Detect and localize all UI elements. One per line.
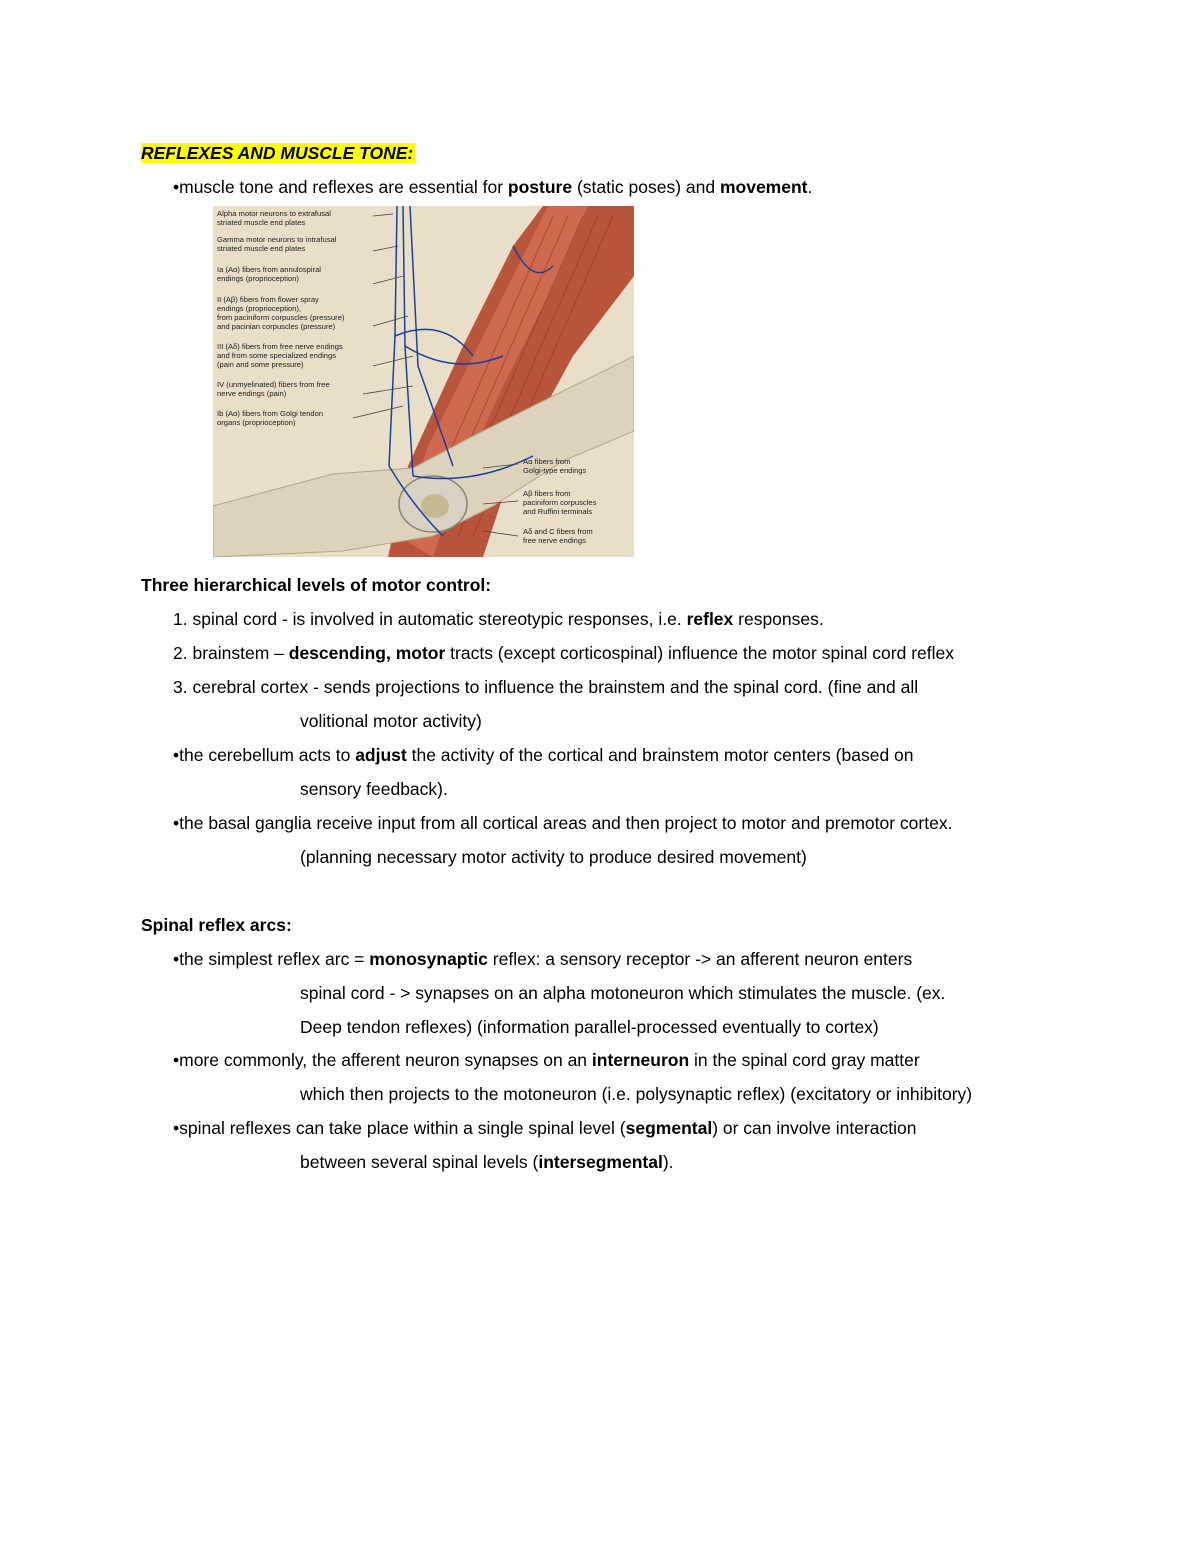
text-span: 2. brainstem – — [173, 643, 289, 663]
bullet-monosynaptic — [173, 948, 912, 970]
section-title-spinal-reflex: Spinal reflex arcs: — [141, 915, 292, 935]
text-span: 1. spinal cord - is involved in automatic stereotypic responses, i.e. — [173, 609, 687, 629]
fig-label: free nerve endings — [523, 536, 586, 545]
text-span: . — [807, 177, 813, 197]
section-title-reflexes — [141, 142, 415, 164]
text-span: monosynaptic — [369, 949, 488, 969]
fig-label: and pacinian corpuscles (pressure) — [217, 322, 336, 331]
text-span: posture — [507, 177, 573, 197]
text-span: (static poses) and — [572, 177, 720, 197]
fig-label: endings (proprioception), — [217, 304, 302, 313]
text-span: the activity of the cortical and brainstem motor centers (based on — [406, 745, 914, 765]
fig-label: from paciniform corpuscles (pressure) — [217, 313, 345, 322]
fig-label: Aδ and C fibers from — [523, 527, 593, 536]
fig-label: striated muscle end plates — [217, 244, 306, 253]
text-span: movement — [719, 177, 808, 197]
list-item-cerebral-cortex: 3. cerebral cortex - sends projections to influence the brainstem and the spinal cord. (fine and all — [173, 677, 919, 697]
text-span: •spinal reflexes can take place within a single spinal level ( — [173, 1118, 626, 1138]
text-span: reflex: a sensory receptor -> an afferent neuron enters — [487, 949, 913, 969]
text-span: interneuron — [591, 1050, 690, 1070]
fig-label: endings (proprioception) — [217, 274, 299, 283]
bullet-segmental-cont — [300, 1151, 674, 1173]
text-span: responses. — [733, 609, 824, 629]
fig-label: II (Aβ) fibers from flower spray — [217, 295, 319, 304]
fig-label: Ib (Aα) fibers from Golgi tendon — [217, 409, 324, 418]
fig-label: Ia (Aα) fibers from annulospiral — [217, 265, 321, 274]
fig-label: Gamma motor neurons to intrafusal — [217, 235, 337, 244]
fig-label: and from some specialized endings — [217, 351, 337, 360]
text-span: intersegmental — [538, 1152, 663, 1172]
bullet-cerebellum-cont: sensory feedback). — [300, 779, 448, 799]
bullet-basal-ganglia-cont: (planning necessary motor activity to produce desired movement) — [300, 847, 807, 867]
fig-label: and Ruffini terminals — [523, 507, 593, 516]
text-span: •the cerebellum acts to — [173, 745, 356, 765]
fig-label: IV (unmyelinated) fibers from free — [217, 380, 330, 389]
fig-label: striated muscle end plates — [217, 218, 306, 227]
text-span: ) or can involve interaction — [712, 1118, 917, 1138]
muscle-innervation-figure — [213, 206, 634, 557]
text-span: between several spinal levels ( — [300, 1152, 539, 1172]
fig-label: Golgi-type endings — [523, 466, 587, 475]
intro-paragraph — [173, 176, 812, 198]
fig-label: III (Aδ) fibers from free nerve endings — [217, 342, 343, 351]
text-span: •more commonly, the afferent neuron synapses on an — [173, 1050, 592, 1070]
bullet-interneuron-cont: which then projects to the motoneuron (i.e. polysynaptic reflex) (excitatory or inhibitory) — [300, 1084, 973, 1104]
text-span: ). — [662, 1152, 674, 1172]
bullet-monosynaptic-cont-1: spinal cord - > synapses on an alpha motoneuron which stimulates the muscle. (ex. — [300, 983, 946, 1003]
bullet-interneuron — [173, 1049, 920, 1071]
text-span: •the simplest reflex arc = — [173, 949, 370, 969]
fig-label: Aβ fibers from — [523, 489, 571, 498]
fig-label: (pain and some pressure) — [217, 360, 304, 369]
text-span: descending, motor — [288, 643, 446, 663]
text-span: segmental — [625, 1118, 713, 1138]
fig-label: paciniform corpuscles — [523, 498, 597, 507]
fig-label: organs (proprioception) — [217, 418, 296, 427]
section-title-motor-control: Three hierarchical levels of motor control: — [141, 575, 492, 595]
fig-label: nerve endings (pain) — [217, 389, 287, 398]
list-item-brainstem — [173, 642, 954, 664]
text-span: reflex — [686, 609, 734, 629]
text-span: •muscle tone and reflexes are essential for — [173, 177, 508, 197]
fig-label: Aα fibers from — [523, 457, 571, 466]
bullet-segmental — [173, 1117, 916, 1139]
text-span: REFLEXES AND MUSCLE TONE: — [141, 143, 414, 163]
text-span: adjust — [355, 745, 407, 765]
text-span: in the spinal cord gray matter — [689, 1050, 920, 1070]
list-item-spinal-cord — [173, 608, 824, 630]
fig-label: Alpha motor neurons to extrafusal — [217, 209, 331, 218]
bullet-cerebellum — [173, 744, 914, 766]
text-span: tracts (except corticospinal) influence the motor spinal cord reflex — [445, 643, 954, 663]
bullet-basal-ganglia: •the basal ganglia receive input from all cortical areas and then project to motor and premotor cortex. — [173, 813, 953, 833]
list-item-cerebral-cortex-cont: volitional motor activity) — [300, 711, 482, 731]
bullet-monosynaptic-cont-2: Deep tendon reflexes) (information parallel-processed eventually to cortex) — [300, 1017, 879, 1037]
